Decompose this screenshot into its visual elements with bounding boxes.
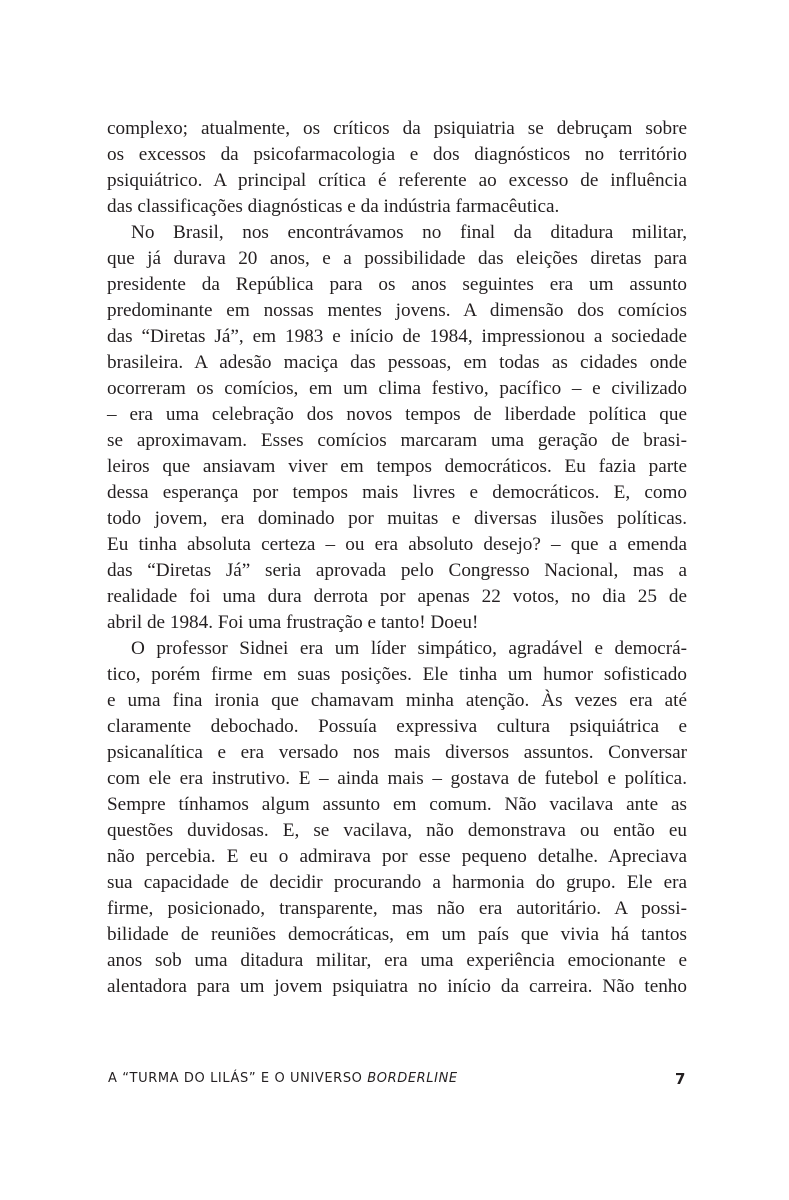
paragraph — [107, 220, 687, 636]
text-line: das classificações diagnósticas e da indústria farmacêutica. — [107, 196, 560, 217]
text-line: e uma fina ironia que chamavam minha atenção. Às vezes era até — [107, 690, 687, 711]
body-text — [107, 116, 687, 1000]
text-line: O professor Sidnei era um líder simpático, agradável e democrá- — [131, 638, 687, 659]
text-line: alentadora para um jovem psiquiatra no início da carreira. Não tenho — [107, 976, 687, 997]
text-line: dessa esperança por tempos mais livres e democráticos. E, como — [107, 482, 687, 503]
text-line: predominante em nossas mentes jovens. A dimensão dos comícios — [107, 300, 687, 321]
page-footer — [108, 1071, 686, 1091]
text-line: psiquiátrico. A principal crítica é referente ao excesso de influência — [107, 170, 687, 191]
text-line: das “Diretas Já”, em 1983 e início de 1984, impressionou a sociedade — [107, 326, 687, 347]
text-line: claramente debochado. Possuía expressiva cultura psiquiátrica e — [107, 716, 687, 737]
text-line: com ele era instrutivo. E – ainda mais – gostava de futebol e política. — [107, 768, 687, 789]
text-line: psicanalítica e era versado nos mais diversos assuntos. Conversar — [107, 742, 687, 763]
text-line: brasileira. A adesão maciça das pessoas, em todas as cidades onde — [107, 352, 687, 373]
text-line: leiros que ansiavam viver em tempos democráticos. Eu fazia parte — [107, 456, 687, 477]
text-line: não percebia. E eu o admirava por esse pequeno detalhe. Apreciava — [107, 846, 687, 867]
running-head — [108, 1071, 458, 1086]
running-head-italic: BORDERLINE — [367, 1071, 458, 1086]
paragraph — [107, 116, 687, 220]
text-line: anos sob uma ditadura militar, era uma experiência emocionante e — [107, 950, 687, 971]
text-line: sua capacidade de decidir procurando a harmonia do grupo. Ele era — [107, 872, 687, 893]
text-line: todo jovem, era dominado por muitas e diversas ilusões políticas. — [107, 508, 687, 529]
text-line: realidade foi uma dura derrota por apenas 22 votos, no dia 25 de — [107, 586, 687, 607]
text-line: bilidade de reuniões democráticas, em um país que vivia há tantos — [107, 924, 687, 945]
running-head-prefix: A “TURMA DO LILÁS” E O UNIVERSO — [108, 1071, 368, 1086]
paragraph — [107, 636, 687, 1000]
text-line: que já durava 20 anos, e a possibilidade das eleições diretas para — [107, 248, 687, 269]
text-line: se aproximavam. Esses comícios marcaram uma geração de brasi- — [107, 430, 687, 451]
text-line: tico, porém firme em suas posições. Ele tinha um humor sofisticado — [107, 664, 687, 685]
text-line: complexo; atualmente, os críticos da psiquiatria se debruçam sobre — [107, 118, 687, 139]
text-line: Eu tinha absoluta certeza – ou era absoluto desejo? – que a emenda — [107, 534, 687, 555]
text-line: das “Diretas Já” seria aprovada pelo Congresso Nacional, mas a — [107, 560, 687, 581]
text-line: os excessos da psicofarmacologia e dos diagnósticos no território — [107, 144, 687, 165]
page-number: 7 — [674, 1070, 686, 1088]
text-line: – era uma celebração dos novos tempos de liberdade política que — [107, 404, 687, 425]
text-line: No Brasil, nos encontrávamos no final da ditadura militar, — [131, 222, 687, 243]
text-line: abril de 1984. Foi uma frustração e tanto! Doeu! — [107, 612, 479, 633]
text-line: questões duvidosas. E, se vacilava, não demonstrava ou então eu — [107, 820, 687, 841]
text-line: firme, posicionado, transparente, mas não era autoritário. A possi- — [107, 898, 687, 919]
text-line: ocorreram os comícios, em um clima festivo, pacífico – e civilizado — [107, 378, 687, 399]
text-line: Sempre tínhamos algum assunto em comum. Não vacilava ante as — [107, 794, 687, 815]
text-line: presidente da República para os anos seguintes era um assunto — [107, 274, 687, 295]
